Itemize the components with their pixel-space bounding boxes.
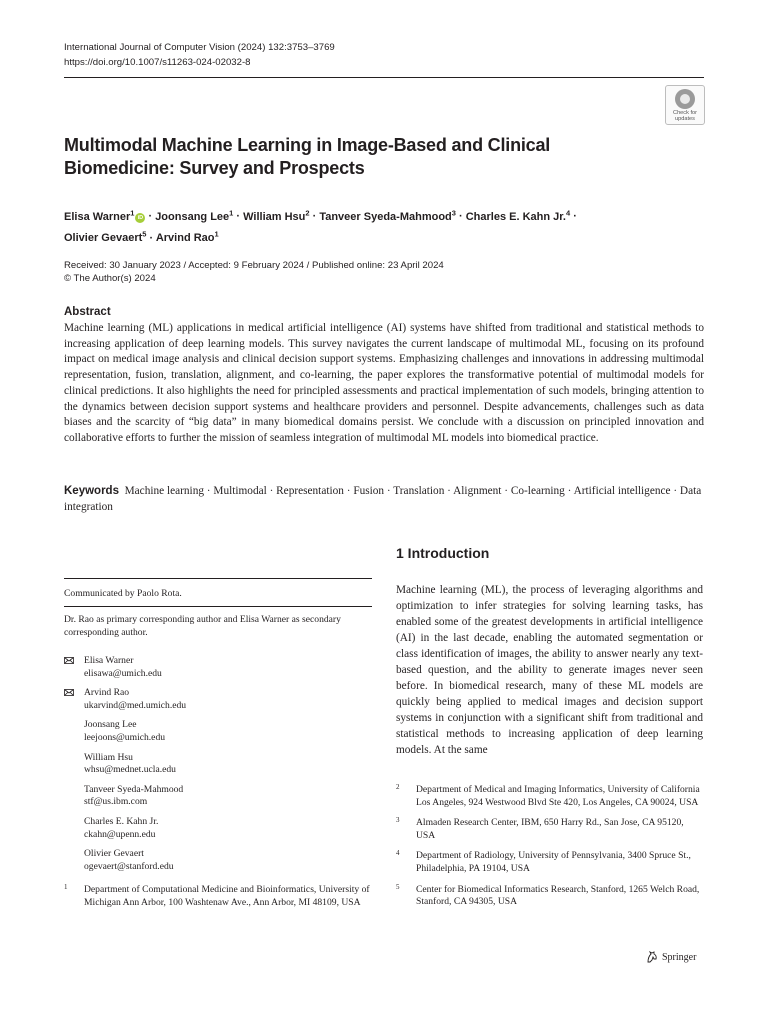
footnote-divider bbox=[64, 578, 372, 579]
springer-logo bbox=[646, 951, 696, 963]
affiliation-item bbox=[64, 884, 370, 909]
affiliations-left bbox=[64, 884, 370, 917]
corresponding-author-note: Dr. Rao as primary corresponding author and Elisa Warner as secondary corresponding author. bbox=[64, 614, 341, 638]
affiliation-number: 4 bbox=[396, 849, 400, 858]
contact-entry bbox=[64, 752, 374, 777]
author-name[interactable]: Joonsang Lee$^1$ bbox=[155, 208, 234, 223]
contact-entry bbox=[64, 816, 374, 841]
author-name[interactable]: William Hsu$^2$ bbox=[243, 208, 310, 223]
orcid-icon[interactable]: iD bbox=[135, 213, 145, 223]
contact-email[interactable]: ogevaert@stanford.edu bbox=[84, 860, 174, 872]
affiliation-text: Department of Radiology, University of Pennsylvania, 3400 Spruce St., Philadelphia, PA 19104, USA bbox=[416, 850, 691, 874]
abstract-text: Machine learning (ML) applications in medical artificial intelligence (AI) systems have shifted from traditional and statistical methods to increasing application of deep learning models. This survey navigates the current landscape of multimodal ML, focusing on its profound impact on medical image analysis and clinical decision support systems. Emphasizing challenges and innovations in addressing multimodal representation, fusion, translation, alignment, and co-learning, the paper explores the transformative potential of multimodal models for clinical predictions. It also highlights the need for principled assessments and practical implementation of such models, bringing attention to the dynamics between decision support systems and healthcare providers and personnel. Despite advancements, challenges such as data biases and the scarcity of “big data” in many biomedical domains persist. We conclude with a discussion on principled innovation and collaborative efforts to further the mission of seamless integration of multimodal ML models into biomedical practice. bbox=[64, 322, 704, 444]
keywords-list: Machine learning · Multimodal · Representation · Fusion · Translation · Alignment · Co-learning · Artificial intelligence · Data integration bbox=[64, 485, 702, 513]
contact-name: Arvind Rao bbox=[84, 687, 130, 699]
author-name[interactable]: Arvind Rao$^1$ bbox=[155, 229, 219, 245]
check-for-updates-badge[interactable] bbox=[665, 85, 705, 125]
contact-email[interactable]: whsu@mednet.ucla.edu bbox=[84, 764, 176, 776]
affiliations-right bbox=[396, 784, 704, 917]
affiliation-number: 1 bbox=[64, 883, 68, 891]
affiliation-text: Center for Biomedical Informatics Research, Stanford, 1265 Welch Road, Stanford, CA 94305, USA bbox=[416, 883, 700, 908]
contact-email[interactable]: ukarvind@med.umich.edu bbox=[84, 699, 187, 711]
author-contacts bbox=[64, 655, 374, 880]
envelope-icon bbox=[64, 689, 74, 696]
contact-email[interactable]: ckahn@upenn.edu bbox=[84, 828, 156, 840]
contact-name: Charles E. Kahn Jr. bbox=[84, 815, 159, 827]
affiliation-text: Almaden Research Center, IBM, 650 Harry Rd., San Jose, CA 95120, USA bbox=[416, 817, 684, 841]
affiliation-text: Department of Computational Medicine and Bioinformatics, University of Michigan Ann Arbor, 100 Washtenaw Ave., Ann Arbor, MI 48109, USA bbox=[84, 884, 370, 908]
section-heading-introduction: 1 Introduction bbox=[396, 545, 490, 561]
contact-name: Elisa Warner bbox=[84, 655, 134, 666]
springer-horse-icon bbox=[646, 951, 658, 963]
envelope-icon bbox=[64, 657, 74, 664]
affiliation-number: 2 bbox=[396, 783, 400, 791]
contact-entry bbox=[64, 784, 374, 809]
author-name[interactable]: Tanveer Syeda-Mahmood$^3$ bbox=[319, 208, 456, 223]
affiliation-item bbox=[396, 817, 704, 842]
introduction-text: Machine learning (ML), the process of leveraging algorithms and optimization to infer strategies for solving learning tasks, has enabled some of the greatest developments in artificial intelligence (AI) in the last decade, enabling the automated segmentation or class identification of images, the ability to answer nearly any text-based question, and the ability to generate images never seen before. In biomedical research, many of these ML models are quickly being applied to medical images and decision support systems in conjunction with a significant shift from traditional and statistical methods to increasing application of deep learning models. At the same bbox=[396, 584, 703, 756]
abstract-heading: Abstract bbox=[64, 306, 111, 318]
check-for-updates-icon bbox=[675, 89, 695, 109]
journal-header bbox=[64, 40, 335, 70]
author-name[interactable]: Olivier Gevaert$^5$ bbox=[64, 229, 147, 245]
contact-entry bbox=[64, 719, 374, 744]
header-divider bbox=[64, 77, 704, 78]
doi-link[interactable]: https://doi.org/10.1007/s11263-024-02032-8 bbox=[64, 57, 251, 68]
keywords bbox=[64, 484, 704, 515]
keywords-heading: Keywords bbox=[64, 485, 119, 497]
author-name[interactable]: Charles E. Kahn Jr.$^4$ bbox=[465, 208, 571, 223]
contact-email[interactable]: elisawa@umich.edu bbox=[84, 667, 162, 679]
affiliation-item bbox=[396, 784, 704, 809]
author-name[interactable]: Elisa Warner$^1$ bbox=[64, 208, 135, 223]
journal-citation: International Journal of Computer Vision (2024) 132:3753–3769 bbox=[64, 42, 335, 53]
paper-title: Multimodal Machine Learning in Image-Based and Clinical Biomedicine: Survey and Prospects bbox=[64, 135, 551, 178]
contact-email[interactable]: leejoons@umich.edu bbox=[84, 731, 166, 743]
contact-entry bbox=[64, 687, 374, 712]
communicated-by: Communicated by Paolo Rota. bbox=[64, 588, 182, 599]
check-for-updates-label: Check for updates bbox=[673, 110, 697, 123]
contact-name: Tanveer Syeda-Mahmood bbox=[84, 783, 184, 795]
author-list: Elisa Warner$^1$iD · Joonsang Lee$^1$ · William Hsu$^2$ · Tanveer Syeda-Mahmood$^3$ · Charles E. Kahn Jr.$^4$ · Olivier Gevaert$^5$ · Arvind Rao$^1$ bbox=[64, 208, 577, 245]
publisher-name: Springer bbox=[662, 951, 697, 963]
affiliation-number: 3 bbox=[396, 816, 400, 825]
contact-name: Joonsang Lee bbox=[84, 719, 137, 731]
affiliation-number: 5 bbox=[396, 882, 400, 891]
contact-email[interactable]: stf@us.ibm.com bbox=[84, 796, 148, 808]
publication-dates: Received: 30 January 2023 / Accepted: 9 February 2024 / Published online: 23 April 2024 © The Author(s) 2024 bbox=[64, 260, 444, 284]
contact-entry bbox=[64, 655, 374, 680]
affiliation-item bbox=[396, 850, 704, 875]
affiliation-text: Department of Medical and Imaging Informatics, University of California Los Angeles, 924 Westwood Blvd Ste 420, Los Angeles, CA 90024, USA bbox=[416, 784, 700, 808]
contact-name: Olivier Gevaert bbox=[84, 848, 144, 860]
contact-entry bbox=[64, 848, 374, 873]
contact-name: William Hsu bbox=[84, 751, 133, 763]
affiliation-item bbox=[396, 884, 704, 909]
note-divider bbox=[64, 606, 372, 607]
